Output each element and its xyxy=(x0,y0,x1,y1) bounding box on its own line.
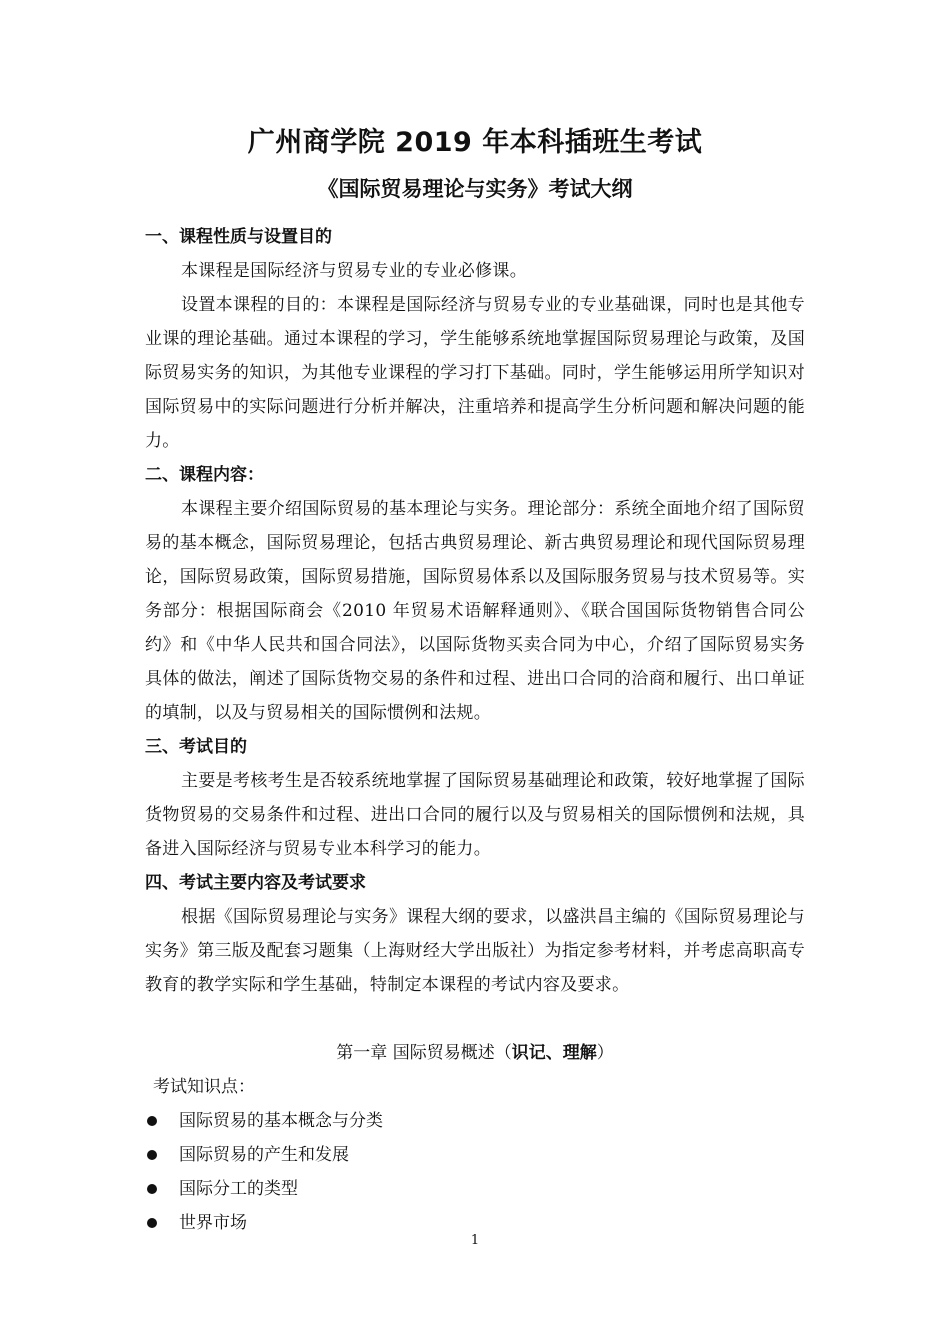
knowledge-point-text: 国际分工的类型 xyxy=(179,1179,298,1199)
section-heading-1: 一、课程性质与设置目的 xyxy=(145,227,332,247)
list-item xyxy=(145,1104,805,1138)
section-heading-4: 四、考试主要内容及考试要求 xyxy=(145,873,366,893)
document-body xyxy=(145,220,805,1240)
knowledge-point-text: 国际贸易的产生和发展 xyxy=(179,1145,349,1165)
section-1-paragraph-1: 本课程是国际经济与贸易专业的专业必修课。 xyxy=(181,261,527,281)
section-3-paragraph-1: 主要是考核考生是否较系统地掌握了国际贸易基础理论和政策，较好地掌握了国际货物贸易的交易条件和过程、进出口合同的履行以及与贸易相关的国际惯例和法规，具备进入国际经济与贸易专业本科学习的能力。 xyxy=(145,771,805,859)
section-2-paragraph-1: 本课程主要介绍国际贸易的基本理论与实务。理论部分：系统全面地介绍了国际贸易的基本概念，国际贸易理论，包括古典贸易理论、新古典贸易理论和现代国际贸易理论，国际贸易政策，国际贸易措施，国际贸易体系以及国际服务贸易与技术贸易等。实务部分：根据国际商会《2010 年贸易术语解释通则》、《联合国国际货物销售合同公约》和《中华人民共和国合同法》，以国际货物买卖合同为中心，介绍了国际贸易实务具体的做法，阐述了国际货物交易的条件和过程、进出口合同的洽商和履行、出口单证的填制，以及与贸易相关的国际惯例和法规。 xyxy=(145,499,805,723)
list-item xyxy=(145,1138,805,1172)
chapter-close: ） xyxy=(596,1043,614,1063)
section-heading-2: 二、课程内容： xyxy=(145,465,264,485)
section-heading-3: 三、考试目的 xyxy=(145,737,247,757)
bullet-icon xyxy=(147,1184,157,1194)
knowledge-point-text: 国际贸易的基本概念与分类 xyxy=(179,1111,383,1131)
page-number: 1 xyxy=(470,1233,480,1248)
section-4-paragraph-1: 根据《国际贸易理论与实务》课程大纲的要求，以盛洪昌主编的《国际贸易理论与实务》第三版及配套习题集（上海财经大学出版社）为指定参考材料，并考虑高职高专教育的教学实际和学生基础，特制定本课程的考试内容及要求。 xyxy=(145,907,805,995)
knowledge-points-list xyxy=(145,1104,805,1240)
knowledge-points-label: 考试知识点： xyxy=(153,1077,255,1097)
document-subtitle: 《国际贸易理论与实务》考试大纲 xyxy=(317,177,633,201)
section-1-paragraph-2: 设置本课程的目的：本课程是国际经济与贸易专业的专业基础课，同时也是其他专业课的理论基础。通过本课程的学习，学生能够系统地掌握国际贸易理论与政策，及国际贸易实务的知识，为其他专业课程的学习打下基础。同时，学生能够运用所学知识对国际贸易中的实际问题进行分析并解决，注重培养和提高学生分析问题和解决问题的能力。 xyxy=(145,295,805,451)
list-item xyxy=(145,1172,805,1206)
chapter-level: 识记、理解 xyxy=(511,1043,597,1063)
bullet-icon xyxy=(147,1116,157,1126)
bullet-icon xyxy=(147,1218,157,1228)
document-title: 广州商学院 2019 年本科插班生考试 xyxy=(247,127,703,158)
bullet-icon xyxy=(147,1150,157,1160)
chapter-heading xyxy=(145,1036,805,1070)
chapter-title: 第一章 国际贸易概述（ xyxy=(336,1043,512,1063)
knowledge-point-text: 世界市场 xyxy=(179,1213,247,1233)
